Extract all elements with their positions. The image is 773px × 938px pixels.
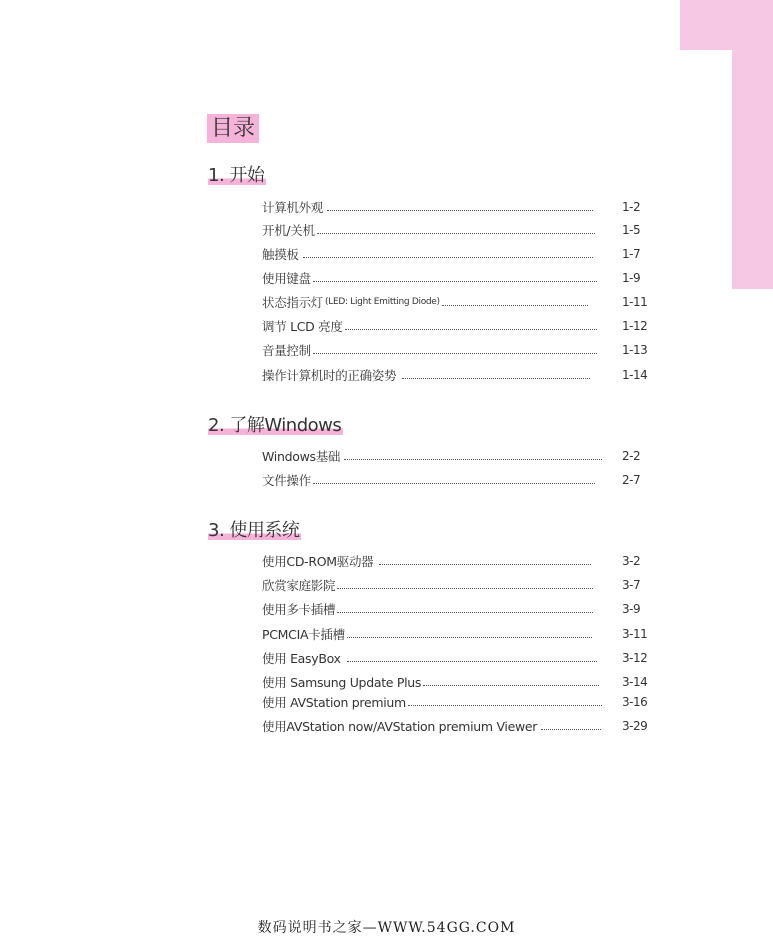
- chapter-tab-top: [680, 0, 773, 50]
- toc-leader: [337, 612, 593, 613]
- toc-entry-label: 开机/关机: [262, 223, 315, 238]
- toc-entry[interactable]: [262, 471, 644, 489]
- toc-leader: [423, 685, 599, 686]
- toc-leader: [408, 705, 602, 706]
- toc-entry-label: 状态指示灯: [262, 295, 324, 310]
- toc-entry[interactable]: [262, 293, 648, 311]
- toc-leader: [344, 459, 602, 460]
- toc-entry[interactable]: [262, 673, 648, 691]
- toc-leader: [442, 305, 588, 306]
- toc-entry-page: 3-7: [622, 578, 641, 592]
- section-heading-start: 1. 开始: [208, 165, 265, 186]
- toc-entry-label: 使用 Samsung Update Plus: [262, 675, 422, 690]
- toc-entry-label: PCMCIA卡插槽: [262, 627, 345, 642]
- toc-entry-page: 3-9: [622, 602, 641, 616]
- toc-entry-page: 2-2: [622, 449, 641, 463]
- toc-entry-page: 3-16: [622, 695, 648, 709]
- toc-leader: [313, 353, 597, 354]
- toc-entry[interactable]: [262, 625, 648, 643]
- toc-leader: [313, 281, 597, 282]
- toc-leader: [402, 378, 590, 379]
- page-title: 目录: [207, 114, 259, 143]
- toc-entry-label: 音量控制: [262, 343, 311, 358]
- toc-leader: [379, 564, 591, 565]
- toc-leader: [345, 329, 597, 330]
- toc-leader: [327, 210, 593, 211]
- toc-entry-page: 3-2: [622, 554, 641, 568]
- toc-entry[interactable]: [262, 649, 648, 667]
- toc-entry[interactable]: [262, 600, 644, 618]
- toc-leader: [303, 257, 593, 258]
- toc-entry-page: 1-12: [622, 319, 648, 333]
- toc-entry[interactable]: [262, 221, 644, 239]
- toc-entry-label: 触摸板: [262, 247, 299, 262]
- section-heading-system: 3. 使用系统: [208, 520, 300, 541]
- toc-entry-label-note: (LED: Light Emitting Diode): [325, 297, 440, 307]
- toc-entry-label: Windows基础: [262, 449, 341, 464]
- toc-entry-page: 1-11: [622, 295, 648, 309]
- toc-leader: [337, 588, 593, 589]
- toc-entry-label: 调节 LCD 亮度: [262, 319, 343, 334]
- section-heading-windows: 2. 了解Windows: [208, 415, 342, 436]
- toc-entry[interactable]: [262, 245, 644, 263]
- toc-entry-label: 使用CD-ROM驱动器: [262, 554, 374, 569]
- toc-entry-label: 文件操作: [262, 473, 311, 488]
- toc-entry[interactable]: [262, 366, 648, 384]
- toc-entry-page: 3-12: [622, 651, 648, 665]
- toc-entry-label: 使用 EasyBox: [262, 651, 341, 666]
- toc-entry[interactable]: [262, 693, 648, 711]
- toc-entry-page: 1-13: [622, 343, 648, 357]
- toc-entry-page: 1-2: [622, 200, 641, 214]
- toc-entry-page: 3-14: [622, 675, 648, 689]
- toc-entry-page: 1-5: [622, 223, 641, 237]
- toc-entry[interactable]: [262, 447, 644, 465]
- toc-entry-label: 使用AVStation now/AVStation premium Viewer: [262, 719, 538, 734]
- toc-entry-page: 3-29: [622, 719, 648, 733]
- toc-leader: [347, 661, 597, 662]
- toc-entry-page: 2-7: [622, 473, 641, 487]
- toc-entry-label: 使用键盘: [262, 271, 311, 286]
- toc-entry[interactable]: [262, 717, 648, 735]
- toc-entry[interactable]: [262, 576, 644, 594]
- toc-entry-label: 计算机外观: [262, 200, 324, 215]
- toc-leader: [347, 637, 592, 638]
- toc-entry-label: 操作计算机时的正确姿势: [262, 368, 397, 383]
- toc-entry-label: 使用 AVStation premium: [262, 695, 406, 710]
- toc-entry[interactable]: [262, 269, 644, 287]
- toc-leader: [317, 233, 595, 234]
- toc-leader: [313, 483, 595, 484]
- toc-entry-page: 1-14: [622, 368, 648, 382]
- toc-entry[interactable]: [262, 341, 648, 359]
- footer-watermark: 数码说明书之家—WWW.54GG.COM: [257, 920, 516, 936]
- toc-entry-page: 1-9: [622, 271, 641, 285]
- toc-leader: [541, 729, 601, 730]
- toc-entry[interactable]: [262, 552, 644, 570]
- chapter-tab-side: [732, 50, 773, 289]
- toc-entry-label: 欣赏家庭影院: [262, 578, 336, 593]
- toc-entry[interactable]: [262, 198, 644, 216]
- toc-entry-page: 1-7: [622, 247, 641, 261]
- toc-entry[interactable]: [262, 317, 648, 335]
- toc-entry-label: 使用多卡插槽: [262, 602, 336, 617]
- toc-entry-page: 3-11: [622, 627, 648, 641]
